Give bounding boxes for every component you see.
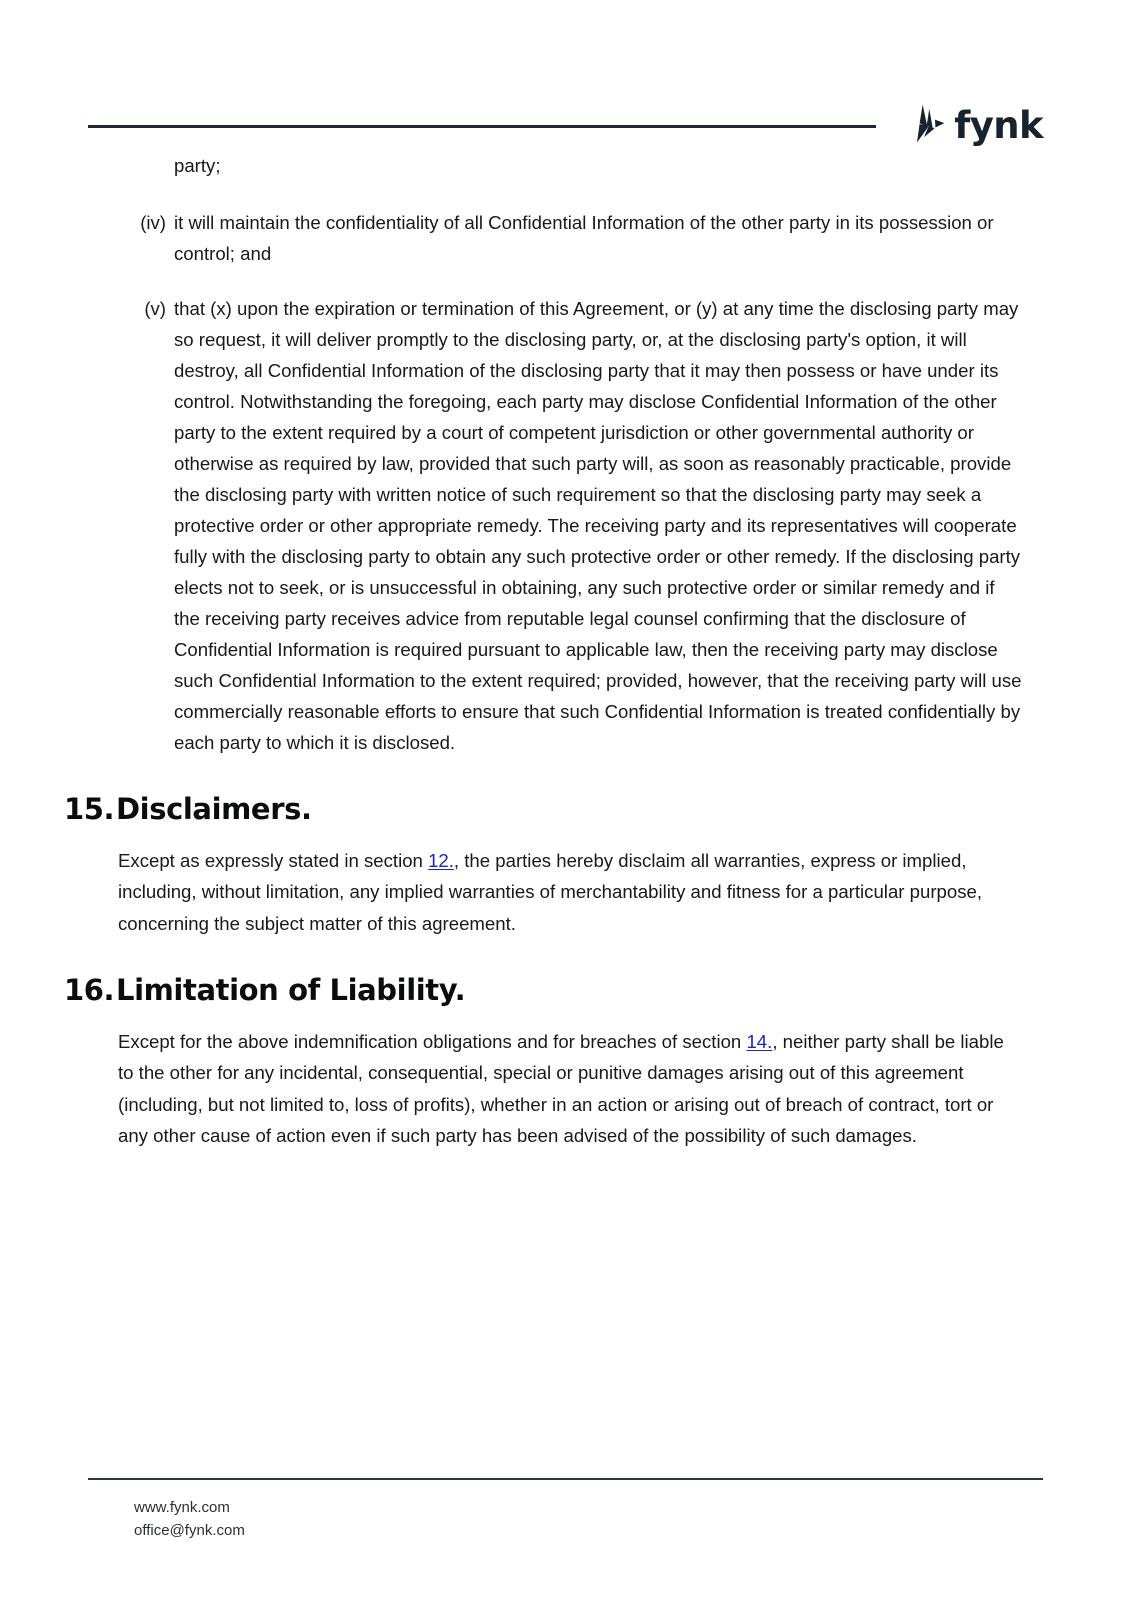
document-body xyxy=(64,150,1024,1170)
paragraph-continuation: party; xyxy=(174,155,221,176)
list-marker: (v) xyxy=(144,298,166,319)
footer-email[interactable]: office@fynk.com xyxy=(134,1522,245,1539)
footer-website[interactable]: www.fynk.com xyxy=(134,1499,230,1516)
section-text-after-link: , neither party shall be liable to the other for any incidental, consequential, special or punitive damages arising out of this agreement (including, but not limited to, loss of profits), whether in an action or arising out of breach of contract, tort or any other cause of action even if such party has been advised of the possibility of such damages. xyxy=(118,1030,1004,1147)
section-text-before-link: Except as expressly stated in section xyxy=(118,849,429,871)
page-footer xyxy=(88,1478,1043,1542)
list-item xyxy=(128,293,1024,758)
section-text-before-link: Except for the above indemnification obligations and for breaches of section xyxy=(118,1030,747,1052)
header-divider xyxy=(88,125,876,128)
brand-wordmark: fynk xyxy=(954,103,1043,147)
section-paragraph xyxy=(118,845,1024,940)
section-heading xyxy=(64,792,1024,826)
brand-logo xyxy=(902,102,1043,146)
list-item-text: that (x) upon the expiration or termination of this Agreement, or (y) at any time the disclosing party may so request, it will deliver promptly to the disclosing party, or, at the disclosing party's option, it will destroy, all Confidential Information of the disclosing party that it may then possess or have under its control. Notwithstanding the foregoing, each party may disclose Confidential Information of the other party to the extent required by a court of competent jurisdiction or other governmental authority or otherwise as required by law, provided that such party will, as soon as reasonably practicable, provide the disclosing party with written notice of such requirement so that the disclosing party may seek a protective order or other appropriate remedy. The receiving party and its representatives will cooperate fully with the disclosing party to obtain any such protective order or other remedy. If the disclosing party elects not to seek, or is unsuccessful in obtaining, any such protective order or similar remedy and if the receiving party receives advice from reputable legal counsel confirming that the disclosure of Confidential Information is required pursuant to applicable law, then the receiving party may disclose such Confidential Information to the extent required; provided, however, that the receiving party will use commercially reasonable efforts to ensure that such Confidential Information is treated confidentially by each party to which it is disclosed. xyxy=(174,298,1022,753)
list-item-text: it will maintain the confidentiality of all Confidential Information of the other party in its possession or control; and xyxy=(174,212,994,264)
section-limitation-of-liability xyxy=(64,973,1024,1152)
section-title: Limitation of Liability. xyxy=(116,973,466,1008)
section-title: Disclaimers. xyxy=(116,792,312,826)
footer-contact xyxy=(134,1496,1043,1542)
section-number: 16. xyxy=(64,973,115,1008)
footer-divider xyxy=(88,1478,1043,1480)
list-marker: (iv) xyxy=(140,212,166,233)
section-cross-reference-link[interactable]: 14. xyxy=(746,1030,773,1052)
list-item xyxy=(128,207,1024,269)
fynk-bird-logo-icon xyxy=(902,102,946,146)
page-header xyxy=(88,92,1043,156)
section-number: 15. xyxy=(64,792,115,826)
section-heading xyxy=(64,973,1024,1007)
section-paragraph xyxy=(118,1026,1024,1152)
section-text-after-link: , the parties hereby disclaim all warranties, express or implied, including, without limitation, any implied warranties of merchantability and fitness for a particular purpose, concerning the subject matter of this agreement. xyxy=(118,849,983,934)
section-cross-reference-link[interactable]: 12. xyxy=(428,849,454,871)
section-disclaimers xyxy=(64,792,1024,939)
